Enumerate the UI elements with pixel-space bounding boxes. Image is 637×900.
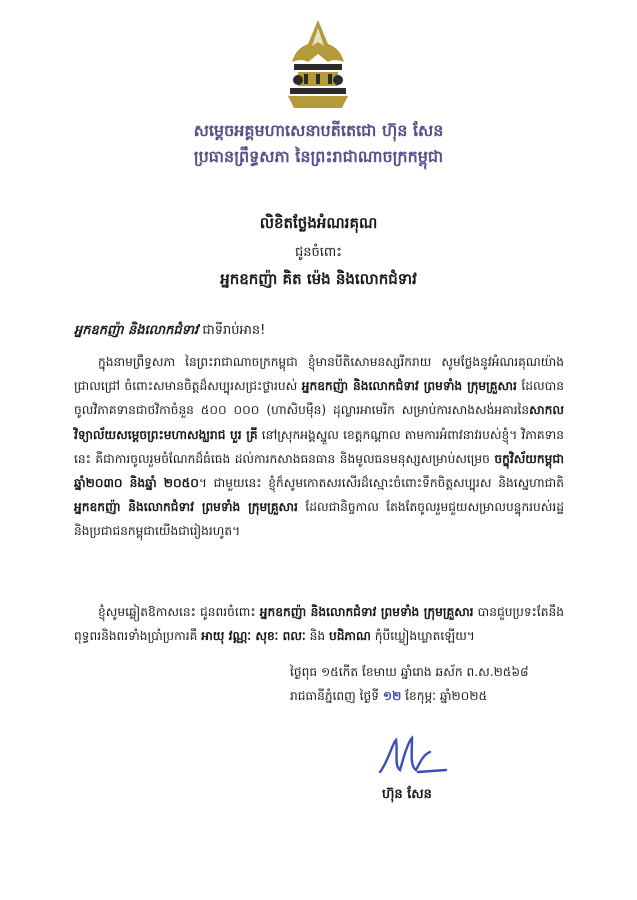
bold-run: អ្នកឧកញ៉ា និងលោកជំទាវ ព្រមទាំង ក្រុមគ្រួសារ: [259, 605, 474, 619]
letterhead-title: ប្រធានព្រឹទ្ធសភា នៃព្រះរាជាណាចក្រកម្ពុជា: [193, 147, 444, 166]
bold-run: បដិភាណ: [328, 629, 371, 644]
text-run: និង: [305, 629, 329, 644]
salutation-rest: ជាទីរាប់អាន!: [198, 323, 266, 338]
letterhead-name: សម្តេចអគ្គមហាសេនាបតីតេជោ ហ៊ុន សែន: [193, 121, 444, 140]
text-run: បានជួបប្រទះតែនឹងពុទ្ធពរនិងពរទាំងប្រាំប្រការគឺ: [74, 605, 564, 644]
text-run: រាជធានីភ្នំពេញ ថ្ងៃទី: [290, 689, 383, 703]
body-paragraph-2: [74, 600, 564, 648]
date-block: [290, 660, 590, 708]
document-recipient: អ្នកឧកញ៉ា គិត ម៉េង និងលោកជំទាវ: [220, 270, 417, 288]
document-title: លិខិតថ្លែងអំណរគុណ: [259, 214, 378, 232]
signer-name: ហ៊ុន សែន: [382, 787, 432, 802]
salutation: [74, 322, 265, 341]
place-and-date: [290, 684, 590, 708]
bold-run: អ្នកឧកញ៉ា និងលោកជំទាវ ព្រមទាំង ក្រុមគ្រួសារ: [301, 379, 517, 394]
signature-image: [374, 732, 454, 782]
bold-run: អាយុ វណ្ណៈ សុខៈ ពលៈ: [201, 629, 306, 644]
document-addressed-to: ជូនចំពោះ: [295, 245, 342, 260]
text-run: នៅស្រុកអង្គស្នួល ខេត្តកណ្តាល តាមការអំពាវនាវរបស់ខ្ញុំ។ វិភាគទាននេះ គឺជាការចូលរួមចំណែកដ៏ធំធេង ដល់ការកសាងធនធាន និងមូលធនមនុស្សសម្រាប់សម្រេច: [74, 427, 564, 466]
bold-run: សាកលវិទ្យាល័យសម្តេចព្រះមហាសង្ឃរាជ បួរ គ្រី: [74, 403, 564, 442]
bold-run: ចក្ខុវិស័យកម្ពុជាឆ្នាំ២០៣០ និងឆ្នាំ ២០៥០: [74, 451, 564, 491]
salutation-name: អ្នកឧកញ៉ា និងលោកជំទាវ: [74, 323, 199, 338]
text-run: ក្នុងនាមព្រឹទ្ធសភា នៃព្រះរាជាណាចក្រកម្ពុជា ខ្ញុំមានបីតិសោមនស្សរីករាយ សូមថ្លែងនូវអំណរគុណយ៉ាងជ្រាលជ្រៅ ចំពោះសមានចិត្តដ៏សប្បុរសជ្រះថ្លារបស់: [74, 355, 564, 394]
text-run: ខែកុម្ភៈ ឆ្នាំ២០២៥: [401, 689, 488, 703]
text-run: ខ្ញុំសូមឆ្លៀតឱកាសនេះ ជូនពរចំពោះ: [98, 605, 260, 619]
text-run: ។ ជាមួយនេះ ខ្ញុំក៏សូមកោតសរសើរដ៏ស្មោះចំពោះទឹកចិត្តសប្បុរស និងស្នេហាជាតិ: [198, 476, 564, 491]
text-run: ដែលបានចូលវិភាគទានជាថវិកាចំនួន ៥០០ ០០០ (ហាសិបម៉ឺន) ដុល្លារអាមេរិក សម្រាប់ការសាងសង់អគារនៃ: [74, 379, 564, 418]
lunar-date: ថ្ងៃពុធ ១៥កើត ខែមាឃ ឆ្នាំរោង ឆស័ក ព.ស.២៥៦៨: [290, 665, 529, 679]
bold-run: អ្នកឧកញ៉ា និងលោកជំទាវ ព្រមទាំង ក្រុមគ្រួសារ: [74, 500, 298, 515]
text-run: កុំបីឃ្លៀងឃ្លាតឡើយ។: [370, 629, 475, 644]
body-paragraph-1: [74, 350, 564, 544]
text-run: ដែលជានិច្ចកាល តែងតែចូលរួមជួយសម្រាលបន្ទុករបស់រដ្ឋ និងប្រជាជនកម្ពុជាយើងជារៀងរហូត។: [74, 500, 564, 539]
senate-emblem-icon: [284, 18, 352, 114]
handwritten-day: ១២: [382, 689, 402, 703]
